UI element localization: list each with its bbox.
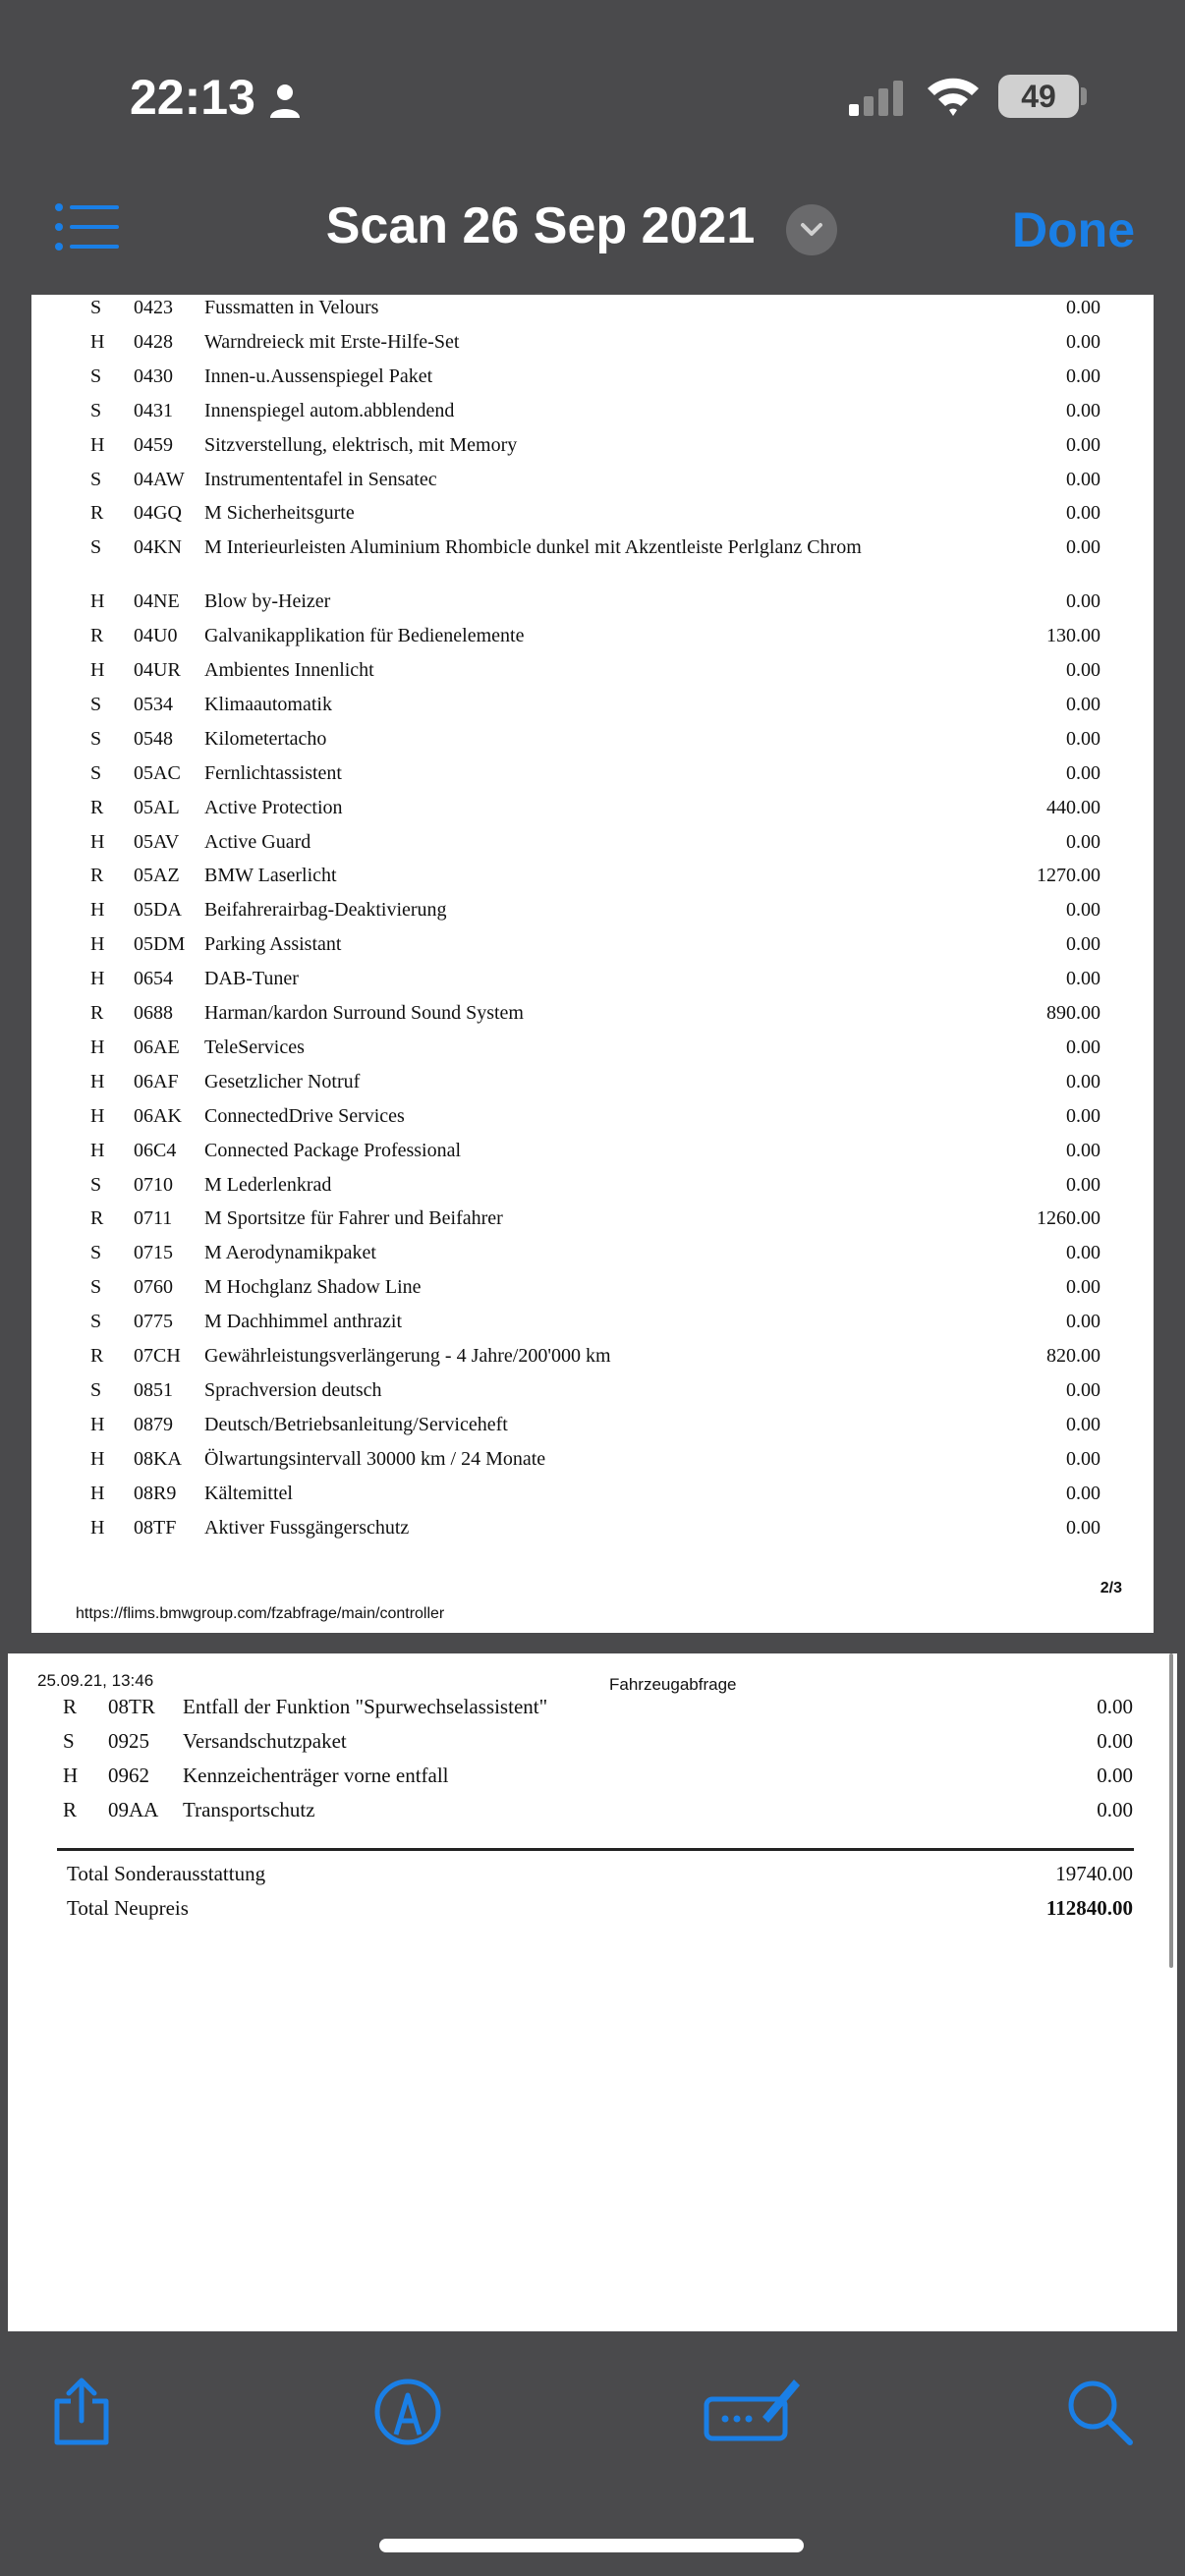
option-price: 0.00 [1066, 1242, 1100, 1264]
table-row [31, 1483, 1154, 1517]
option-description: Beifahrerairbag-Deaktivierung [204, 899, 447, 922]
table-row [8, 1729, 1177, 1764]
option-description: Ambientes Innenlicht [204, 659, 374, 681]
option-code: 06C4 [134, 1139, 177, 1161]
option-description: Active Protection [204, 796, 343, 818]
option-type: S [90, 761, 102, 784]
option-description: Gesetzlicher Notruf [204, 1070, 361, 1092]
page-number: 2/3 [1100, 1580, 1122, 1596]
option-price: 0.00 [1066, 1036, 1100, 1058]
option-price: 1270.00 [1037, 865, 1100, 887]
option-type: R [90, 625, 104, 647]
option-description: Instrumententafel in Sensatec [204, 468, 437, 490]
table-row [31, 1071, 1154, 1105]
option-type: H [90, 968, 105, 990]
signature-icon[interactable] [704, 2374, 802, 2442]
option-type: S [90, 693, 102, 715]
option-price: 0.00 [1066, 761, 1100, 784]
option-type: H [90, 1447, 105, 1470]
option-code: 0760 [134, 1276, 173, 1299]
table-row [8, 1764, 1177, 1798]
option-description: Connected Package Professional [204, 1139, 462, 1161]
option-code: 05DA [134, 899, 182, 922]
option-type: S [90, 1242, 102, 1264]
option-description: M Sicherheitsgurte [204, 502, 355, 525]
option-code: 07CH [134, 1345, 181, 1367]
option-description: Warndreieck mit Erste-Hilfe-Set [204, 330, 460, 353]
person-icon [265, 81, 305, 120]
option-description: BMW Laserlicht [204, 865, 337, 887]
table-row [31, 933, 1154, 968]
option-type: H [90, 933, 105, 956]
table-row [31, 1448, 1154, 1483]
option-price: 0.00 [1066, 330, 1100, 353]
option-code: 05AL [134, 796, 180, 818]
table-row [31, 728, 1154, 762]
option-code: 04NE [134, 590, 180, 613]
page-heading: Fahrzeugabfrage [609, 1675, 737, 1694]
table-row [31, 400, 1154, 434]
scanned-page-2 [8, 1653, 1177, 2331]
battery-indicator: 49 [998, 75, 1079, 118]
option-price: 0.00 [1066, 899, 1100, 922]
option-description: ConnectedDrive Services [204, 1104, 405, 1127]
option-price: 0.00 [1066, 1378, 1100, 1401]
option-description: Klimaautomatik [204, 693, 332, 715]
option-code: 0879 [134, 1413, 173, 1435]
option-price: 0.00 [1066, 968, 1100, 990]
option-price: 0.00 [1066, 1070, 1100, 1092]
option-description: Kältemittel [204, 1482, 293, 1504]
option-description: Sprachversion deutsch [204, 1378, 382, 1401]
option-code: 09AA [108, 1798, 159, 1821]
option-code: 0459 [134, 433, 173, 456]
option-description: Versandschutzpaket [183, 1729, 347, 1753]
option-price: 0.00 [1066, 1173, 1100, 1196]
table-row [31, 968, 1154, 1002]
option-price: 0.00 [1066, 433, 1100, 456]
option-code: 04AW [134, 468, 185, 490]
option-description: Transportschutz [183, 1798, 315, 1821]
table-row [31, 659, 1154, 694]
option-code: 0428 [134, 330, 173, 353]
option-type: R [63, 1798, 78, 1821]
option-code: 05AV [134, 830, 180, 853]
option-price: 0.00 [1066, 830, 1100, 853]
option-description: Aktiver Fussgängerschutz [204, 1516, 410, 1539]
option-description: Active Guard [204, 830, 311, 853]
option-price: 0.00 [1066, 297, 1100, 318]
option-code: 06AE [134, 1036, 180, 1058]
option-type: S [90, 727, 102, 750]
done-button[interactable]: Done [1012, 202, 1135, 257]
table-row [31, 1414, 1154, 1448]
option-type: H [63, 1764, 79, 1787]
table-row [31, 1242, 1154, 1276]
option-type: H [90, 1036, 105, 1058]
markup-icon[interactable] [373, 2378, 442, 2446]
share-icon[interactable] [47, 2378, 116, 2446]
option-code: 0711 [134, 1207, 173, 1230]
option-price: 890.00 [1046, 1002, 1100, 1024]
option-type: S [90, 1173, 102, 1196]
option-type: S [63, 1729, 75, 1753]
option-description: Fussmatten in Velours [204, 297, 379, 318]
option-description: Sitzverstellung, elektrisch, mit Memory [204, 433, 518, 456]
option-price: 0.00 [1066, 502, 1100, 525]
table-row [31, 469, 1154, 503]
table-row [31, 297, 1154, 331]
option-price: 0.00 [1097, 1798, 1133, 1821]
table-row [31, 1207, 1154, 1242]
option-code: 0534 [134, 693, 173, 715]
option-type: S [90, 297, 102, 318]
option-description: Innen-u.Aussenspiegel Paket [204, 364, 433, 387]
option-type: S [90, 399, 102, 421]
table-row [31, 762, 1154, 797]
table-row [31, 694, 1154, 728]
option-type: R [90, 502, 104, 525]
table-row [31, 365, 1154, 400]
option-code: 0423 [134, 297, 173, 318]
option-description: M Aerodynamikpaket [204, 1242, 376, 1264]
divider [57, 1848, 1134, 1851]
chevron-down-icon[interactable] [786, 204, 837, 255]
table-row [8, 1695, 1177, 1729]
option-type: S [90, 1276, 102, 1299]
option-price: 0.00 [1066, 399, 1100, 421]
signal-icon [847, 79, 906, 118]
total-label: Total Neupreis [67, 1896, 189, 1920]
option-type: S [90, 468, 102, 490]
table-row [31, 1105, 1154, 1140]
option-price: 0.00 [1066, 1104, 1100, 1127]
option-code: 0710 [134, 1173, 173, 1196]
table-row [31, 1002, 1154, 1036]
option-code: 0688 [134, 1002, 173, 1024]
option-description: Parking Assistant [204, 933, 342, 956]
table-row [8, 1798, 1177, 1832]
option-description: M Lederlenkrad [204, 1173, 332, 1196]
option-code: 08TR [108, 1695, 155, 1718]
option-price: 0.00 [1066, 1413, 1100, 1435]
list-icon[interactable] [54, 202, 119, 252]
option-price: 0.00 [1066, 693, 1100, 715]
option-type: R [90, 796, 104, 818]
scrollbar[interactable] [1169, 1653, 1173, 1968]
option-price: 0.00 [1066, 468, 1100, 490]
total-value: 112840.00 [1045, 1896, 1133, 1920]
option-description: TeleServices [204, 1036, 305, 1058]
table-row [31, 590, 1154, 625]
table-row [31, 797, 1154, 831]
option-code: 04U0 [134, 625, 178, 647]
option-type: R [63, 1695, 78, 1718]
table-row [31, 1276, 1154, 1311]
table-row [31, 865, 1154, 899]
option-price: 0.00 [1066, 1447, 1100, 1470]
option-type: H [90, 1413, 105, 1435]
print-date: 25.09.21, 13:46 [37, 1671, 154, 1690]
option-code: 0548 [134, 727, 173, 750]
option-description: Fernlichtassistent [204, 761, 342, 784]
option-type: R [90, 1207, 104, 1230]
option-type: H [90, 830, 105, 853]
option-code: 05DM [134, 933, 186, 956]
option-type: R [90, 1345, 104, 1367]
option-price: 0.00 [1066, 590, 1100, 613]
option-description: Gewährleistungsverlängerung - 4 Jahre/200'000 km [204, 1345, 611, 1367]
option-price: 0.00 [1066, 536, 1100, 559]
option-type: S [90, 1311, 102, 1333]
option-type: S [90, 364, 102, 387]
option-code: 04KN [134, 536, 182, 559]
option-price: 0.00 [1066, 727, 1100, 750]
table-row [31, 1311, 1154, 1345]
table-row [31, 1345, 1154, 1379]
search-icon[interactable] [1065, 2378, 1134, 2446]
total-label: Total Sonderausstattung [67, 1862, 266, 1885]
option-code: 0925 [108, 1729, 149, 1753]
option-price: 0.00 [1066, 1276, 1100, 1299]
option-type: H [90, 1482, 105, 1504]
option-code: 08R9 [134, 1482, 177, 1504]
option-description: Blow by-Heizer [204, 590, 331, 613]
option-code: 04UR [134, 659, 181, 681]
option-type: S [90, 1378, 102, 1401]
table-row [31, 536, 1154, 571]
scanned-page-1 [31, 295, 1154, 1633]
option-type: H [90, 590, 105, 613]
option-description: M Sportsitze für Fahrer und Beifahrer [204, 1207, 503, 1230]
table-row [31, 502, 1154, 536]
option-code: 0654 [134, 968, 173, 990]
option-code: 0775 [134, 1311, 173, 1333]
table-row [31, 1036, 1154, 1071]
table-row [31, 1379, 1154, 1414]
option-price: 0.00 [1097, 1729, 1133, 1753]
table-row [31, 1517, 1154, 1551]
option-price: 0.00 [1066, 659, 1100, 681]
option-code: 08KA [134, 1447, 182, 1470]
option-code: 06AK [134, 1104, 182, 1127]
option-type: H [90, 1104, 105, 1127]
option-price: 0.00 [1066, 1516, 1100, 1539]
option-code: 05AZ [134, 865, 180, 887]
option-description: Galvanikapplikation für Bedienelemente [204, 625, 525, 647]
option-price: 0.00 [1066, 933, 1100, 956]
footer-url: https://flims.bmwgroup.com/fzabfrage/main/controller [76, 1605, 445, 1622]
option-type: H [90, 899, 105, 922]
option-description: Ölwartungsintervall 30000 km / 24 Monate [204, 1447, 546, 1470]
wifi-icon [926, 73, 981, 118]
option-description: M Interieurleisten Aluminium Rhombicle dunkel mit Akzentleiste Perlglanz Chrom [204, 536, 862, 559]
option-description: Kennzeichenträger vorne entfall [183, 1764, 449, 1787]
option-price: 0.00 [1066, 1311, 1100, 1333]
option-code: 0851 [134, 1378, 173, 1401]
option-code: 06AF [134, 1070, 179, 1092]
table-row [31, 899, 1154, 933]
option-code: 0430 [134, 364, 173, 387]
option-price: 0.00 [1097, 1764, 1133, 1787]
option-type: R [90, 1002, 104, 1024]
option-type: H [90, 433, 105, 456]
option-code: 04GQ [134, 502, 182, 525]
option-code: 0431 [134, 399, 173, 421]
option-code: 08TF [134, 1516, 177, 1539]
option-description: Harman/kardon Surround Sound System [204, 1002, 524, 1024]
option-description: M Hochglanz Shadow Line [204, 1276, 422, 1299]
option-price: 0.00 [1066, 1482, 1100, 1504]
option-description: Deutsch/Betriebsanleitung/Serviceheft [204, 1413, 508, 1435]
home-indicator [379, 2539, 804, 2552]
total-value: 19740.00 [1055, 1862, 1133, 1885]
option-type: H [90, 330, 105, 353]
battery-tip [1081, 87, 1087, 105]
option-type: H [90, 1516, 105, 1539]
table-row [31, 1140, 1154, 1174]
table-row [31, 831, 1154, 866]
table-row [31, 331, 1154, 365]
status-time: 22:13 [130, 70, 255, 125]
option-description: Innenspiegel autom.abblendend [204, 399, 455, 421]
option-code: 0715 [134, 1242, 173, 1264]
option-code: 05AC [134, 761, 181, 784]
option-type: H [90, 659, 105, 681]
option-price: 0.00 [1097, 1695, 1133, 1718]
option-type: H [90, 1139, 105, 1161]
option-price: 0.00 [1066, 364, 1100, 387]
option-type: H [90, 1070, 105, 1092]
option-price: 1260.00 [1037, 1207, 1100, 1230]
option-type: S [90, 536, 102, 559]
table-row [31, 434, 1154, 469]
document-title[interactable]: Scan 26 Sep 2021 [325, 197, 756, 254]
option-price: 440.00 [1046, 796, 1100, 818]
option-description: Kilometertacho [204, 727, 327, 750]
option-price: 820.00 [1046, 1345, 1100, 1367]
option-description: M Dachhimmel anthrazit [204, 1311, 403, 1333]
option-type: R [90, 865, 104, 887]
table-row [31, 625, 1154, 659]
option-description: Entfall der Funktion "Spurwechselassistent" [183, 1695, 548, 1718]
table-row [31, 1174, 1154, 1208]
option-code: 0962 [108, 1764, 149, 1787]
option-price: 0.00 [1066, 1139, 1100, 1161]
option-description: DAB-Tuner [204, 968, 299, 990]
option-price: 130.00 [1046, 625, 1100, 647]
